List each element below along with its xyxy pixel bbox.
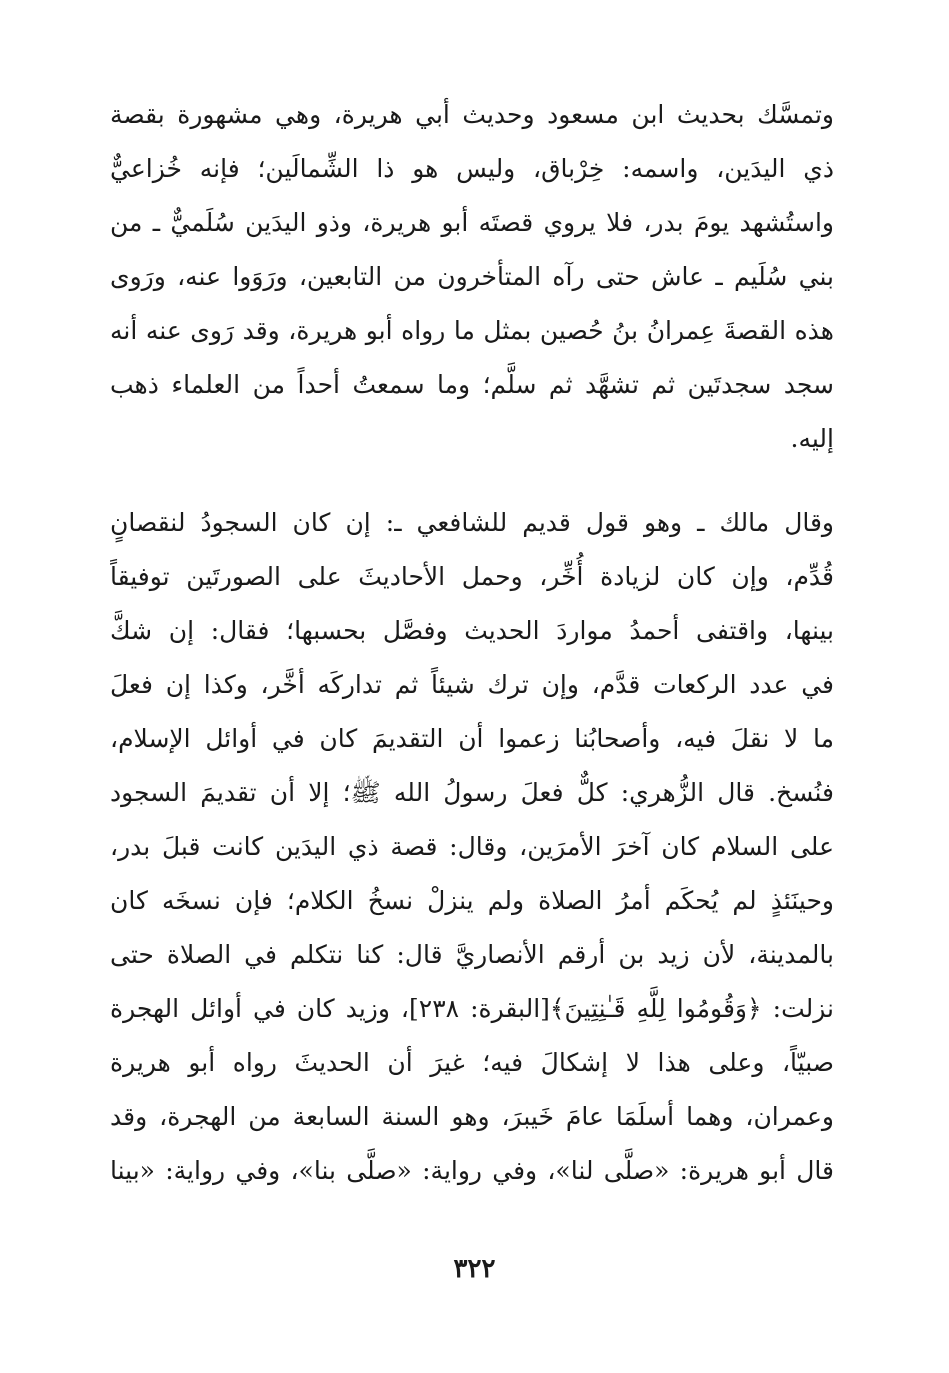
text-line: بالمدينة، لأن زيد بن أرقم الأنصاريَّ قال: كنا نتكلم في الصلاة حتى bbox=[110, 940, 834, 969]
text-line: قُدِّم، وإن كان لزيادة أُخِّر، وحمل الأحاديثَ على الصورتَين توفيقاً bbox=[110, 562, 834, 591]
text-line: نزلت: ﴿وَقُومُوا لِلَّهِ قَـٰنِتِينَ﴾[البقرة: ٢٣٨]، وزيد كان في أوائل الهجرة bbox=[110, 994, 834, 1023]
text-line: وحينَئذٍ لم يُحكَم أمرُ الصلاة ولم ينزلْ نسخُ الكلام؛ فإن نسخَه كان bbox=[110, 886, 834, 915]
text-line: بني سُلَيم ـ عاش حتى رآه المتأخرون من التابعين، ورَوَوا عنه، ورَوى bbox=[110, 262, 834, 291]
text-line: وتمسَّك بحديث ابن مسعود وحديث أبي هريرة، وهي مشهورة بقصة bbox=[110, 100, 834, 129]
page-number: ٣٢٢ bbox=[453, 1254, 496, 1284]
text-line: على السلام كان آخرَ الأمرَين، وقال: قصة ذي اليدَين كانت قبلَ بدر، bbox=[110, 832, 834, 861]
text-line: إليه. bbox=[790, 424, 834, 453]
text-line: في عدد الركعات قدَّم، وإن ترك شيئاً ثم تداركَه أخَّر، وكذا إن فعلَ bbox=[110, 670, 834, 699]
text-line: سجد سجدتَين ثم تشهَّد ثم سلَّم؛ وما سمعتُ أحداً من العلماء ذهب bbox=[110, 370, 834, 399]
paragraph-1 bbox=[110, 88, 834, 466]
paragraph-2 bbox=[110, 496, 834, 1198]
text-line: وقال مالك ـ وهو قول قديم للشافعي ـ: إن كان السجودُ لنقصانٍ bbox=[110, 508, 834, 537]
text-line: بينها، واقتفى أحمدُ مواردَ الحديث وفصَّل بحسبها؛ فقال: إن شكَّ bbox=[110, 616, 834, 645]
text-line: ذي اليدَين، واسمه: خِرْباق، وليس هو ذا الشِّمالَين؛ فإنه خُزاعيٌّ bbox=[110, 154, 834, 183]
text-line: فنُسخ. قال الزُّهري: كلٌّ فعلَ رسولُ الله ﷺ؛ إلا أن تقديمَ السجود bbox=[110, 778, 834, 807]
text-line: واستُشهد يومَ بدر، فلا يروي قصتَه أبو هريرة، وذو اليدَين سُلَميٌّ ـ من bbox=[110, 208, 834, 237]
text-line: هذه القصةَ عِمرانُ بنُ حُصين بمثل ما رواه أبو هريرة، وقد رَوى عنه أنه bbox=[110, 316, 834, 345]
text-line: صبيّاً، وعلى هذا لا إشكالَ فيه؛ غيرَ أن الحديثَ رواه أبو هريرة bbox=[110, 1048, 834, 1077]
text-line: وعمران، وهما أسلَمَا عامَ خَيبرَ، وهو السنة السابعة من الهجرة، وقد bbox=[110, 1102, 834, 1131]
text-line: ما لا نقلَ فيه، وأصحابُنا زعموا أن التقديمَ كان في أوائل الإسلام، bbox=[110, 724, 834, 753]
text-line: قال أبو هريرة: «صلَّى لنا»، وفي رواية: «صلَّى بنا»، وفي رواية: «بينا bbox=[110, 1156, 834, 1185]
